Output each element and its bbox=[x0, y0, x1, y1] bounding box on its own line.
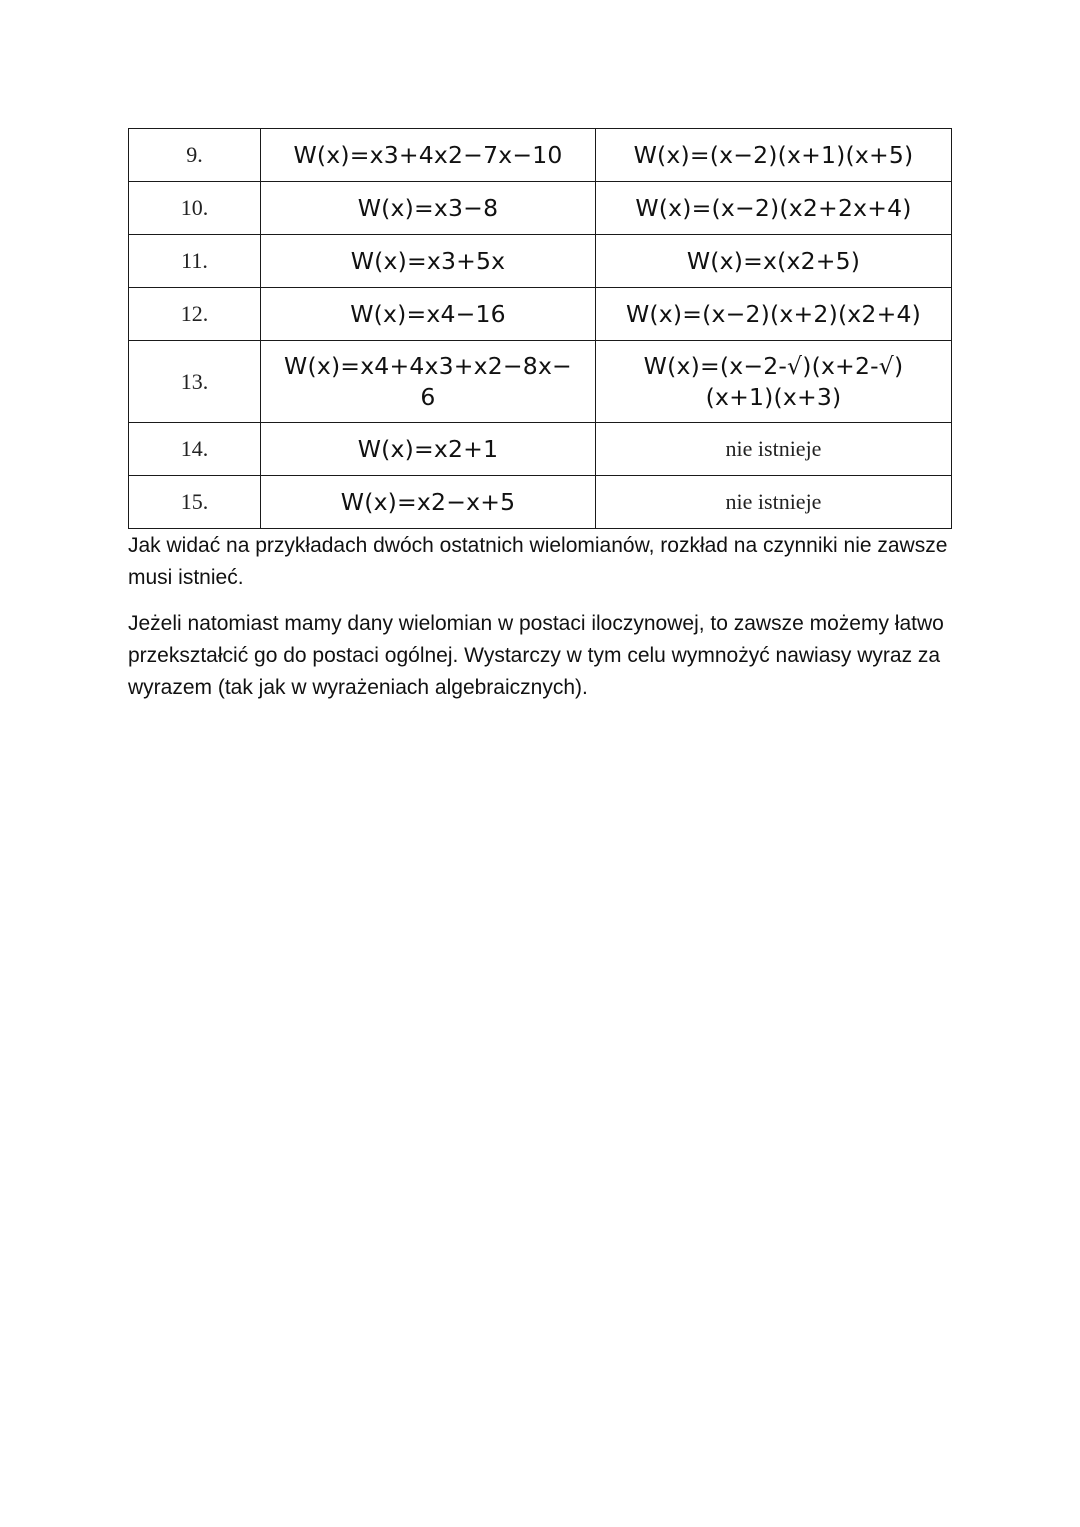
general-form: W(x)=x2+1 bbox=[261, 423, 596, 476]
row-number: 11. bbox=[129, 235, 261, 288]
table-row bbox=[129, 341, 952, 423]
row-number: 10. bbox=[129, 182, 261, 235]
general-form: W(x)=x3−8 bbox=[261, 182, 596, 235]
table-row bbox=[129, 129, 952, 182]
general-form: W(x)=x3+5x bbox=[261, 235, 596, 288]
table-row bbox=[129, 235, 952, 288]
table-row bbox=[129, 423, 952, 476]
factored-form: nie istnieje bbox=[596, 476, 952, 529]
factored-form: W(x)=(x−2)(x+2)(x2+4) bbox=[596, 288, 952, 341]
general-form-line-1: W(x)=x4+4x3+x2−8x− bbox=[284, 351, 572, 380]
row-number: 13. bbox=[129, 341, 261, 423]
row-number: 9. bbox=[129, 129, 261, 182]
row-number: 14. bbox=[129, 423, 261, 476]
general-form bbox=[261, 341, 596, 423]
factored-form-line-1: W(x)=(x−2-√)(x+2-√) bbox=[643, 351, 904, 380]
factored-form-line-2: (x+1)(x+3) bbox=[705, 382, 842, 411]
factored-form: W(x)=(x−2)(x+1)(x+5) bbox=[596, 129, 952, 182]
row-number: 12. bbox=[129, 288, 261, 341]
paragraph-conclusion: Jak widać na przykładach dwóch ostatnich wielomianów, rozkład na czynniki nie zawsze musi istnieć. bbox=[128, 534, 948, 589]
general-form-line-2: 6 bbox=[420, 382, 436, 411]
general-form: W(x)=x2−x+5 bbox=[261, 476, 596, 529]
row-number: 15. bbox=[129, 476, 261, 529]
factored-form bbox=[596, 341, 952, 423]
factored-form: nie istnieje bbox=[596, 423, 952, 476]
general-form: W(x)=x4−16 bbox=[261, 288, 596, 341]
polynomial-table bbox=[128, 128, 952, 529]
general-form: W(x)=x3+4x2−7x−10 bbox=[261, 129, 596, 182]
table-row bbox=[129, 288, 952, 341]
table-row bbox=[129, 476, 952, 529]
paragraph-expansion: Jeżeli natomiast mamy dany wielomian w postaci iloczynowej, to zawsze możemy łatwo przekształcić go do postaci ogólnej. Wystarczy w tym celu wymnożyć nawiasy wyraz za wyrazem (tak jak w wyrażeniach algebraicznych). bbox=[128, 612, 944, 699]
table-row bbox=[129, 182, 952, 235]
factored-form: W(x)=x(x2+5) bbox=[596, 235, 952, 288]
factored-form: W(x)=(x−2)(x2+2x+4) bbox=[596, 182, 952, 235]
